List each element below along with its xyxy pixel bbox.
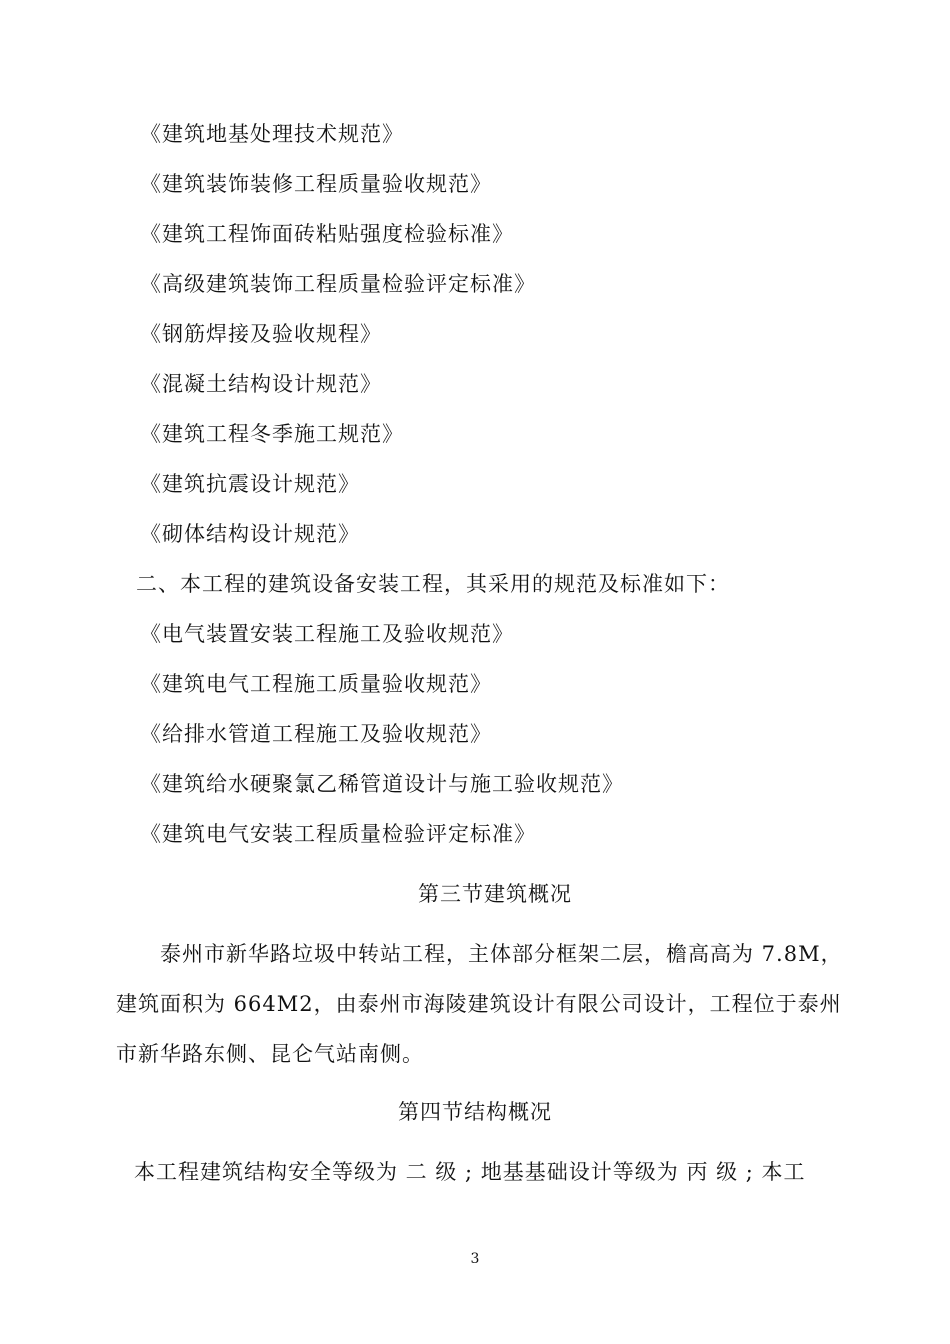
paragraph-line: 本工程建筑结构安全等级为 二 级 ; 地基基础设计等级为 丙 级 ; 本工 <box>134 1160 806 1184</box>
standard-item: 《建筑给水硬聚氯乙稀管道设计与施工验收规范》 <box>140 772 624 796</box>
standard-item: 《建筑抗震设计规范》 <box>140 472 360 496</box>
standard-item: 《砌体结构设计规范》 <box>140 522 360 546</box>
paragraph-line: 建筑面积为 664M2，由泰州市海陵建筑设计有限公司设计，工程位于泰州 <box>116 992 842 1016</box>
standard-item: 《电气装置安装工程施工及验收规范》 <box>140 622 514 646</box>
standard-item: 《建筑电气工程施工质量验收规范》 <box>140 672 492 696</box>
standard-item: 《建筑装饰装修工程质量验收规范》 <box>140 172 492 196</box>
standard-item: 《建筑电气安装工程质量检验评定标准》 <box>140 822 536 846</box>
standard-item: 《给排水管道工程施工及验收规范》 <box>140 722 492 746</box>
paragraph-line: 市新华路东侧、昆仑气站南侧。 <box>116 1042 424 1066</box>
standard-item: 《混凝土结构设计规范》 <box>140 372 382 396</box>
standard-item: 《建筑工程冬季施工规范》 <box>140 422 404 446</box>
standard-item: 《钢筋焊接及验收规程》 <box>140 322 382 346</box>
standard-item: 《高级建筑装饰工程质量检验评定标准》 <box>140 272 536 296</box>
section-heading: 第三节建筑概况 <box>418 882 572 906</box>
section-heading: 第四节结构概况 <box>398 1100 552 1124</box>
section-two-intro: 二、本工程的建筑设备安装工程，其采用的规范及标准如下： <box>136 572 730 596</box>
standard-item: 《建筑地基处理技术规范》 <box>140 122 404 146</box>
page-number: 3 <box>470 1251 480 1267</box>
paragraph-line: 泰州市新华路垃圾中转站工程，主体部分框架二层，檐高高为 7.8M， <box>160 942 843 966</box>
standard-item: 《建筑工程饰面砖粘贴强度检验标准》 <box>140 222 514 246</box>
